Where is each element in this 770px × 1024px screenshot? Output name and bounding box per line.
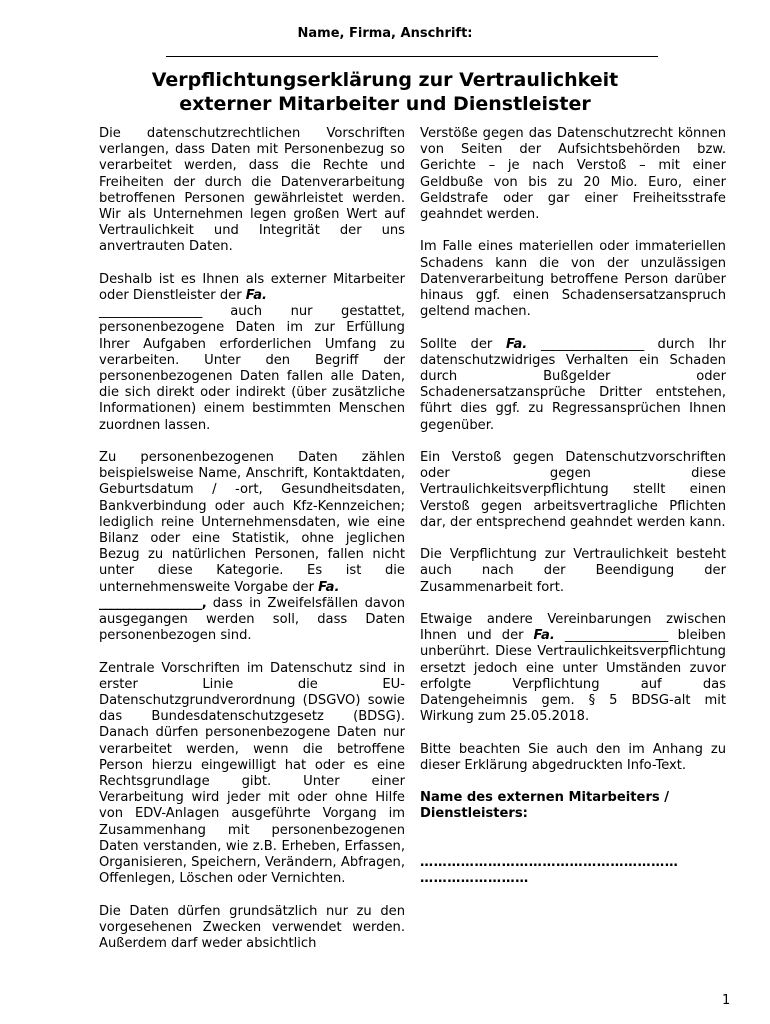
text: Deshalb ist es Ihnen als externer Mitarbeiter oder Dienstleister der [99,271,405,304]
signature-line-1: ………………………………………………… [420,854,679,870]
company-abbrev: Fa. [245,288,268,304]
title-line-2: externer Mitarbeiter und Dienstleister [179,93,591,115]
text: auch nur gestattet, personenbezogene Daten im zur Erfüllung Ihrer Aufgaben erforderlichen Umfang zu verarbeiten. Unter den Begriff der personenbezogenen Daten fallen alle Daten, die sich direkt oder indirekt (über zusätzliche Informationen) einem bestimmten Menschen zuordnen lassen. [99,304,405,433]
header-label: Name, Firma, Anschrift: [297,26,473,41]
company-blank: _________________ [99,304,202,320]
title-line-1: Verpflichtungserklärung zur Vertraulichkeit [151,69,619,91]
paragraph-penalties: Verstöße gegen das Datenschutzrecht können von Seiten der Aufsichtsbehörden bzw. Gerichte – je nach Verstoß – mit einer Geldbuße von bis zu 20 Mio. Euro, einer Geldstrafe oder gar einer Freiheitsstrafe geahndet werden. [420,126,726,223]
paragraph-other-agreements [420,612,726,725]
paragraph-recourse [420,337,726,434]
text: dass in Zweifelsfällen davon ausgegangen werden soll, dass Daten personenbezogen sind. [99,595,405,644]
paragraph-purpose: Die Daten dürfen grundsätzlich nur zu den vorgesehenen Zwecken verwendet werden. Außerdem darf weder absichtlich [99,903,405,952]
text: durch Ihr datenschutzwidriges Verhalten ein Schaden durch Bußgelder oder Schadenersatzansprüche Dritter entstehen, führt dies ggf. zu Regressansprüchen Ihnen gegenüber. [420,336,726,433]
left-column [99,126,405,968]
text: Sollte der [420,336,506,352]
company-abbrev: Fa. [533,628,555,644]
paragraph-annex-note: Bitte beachten Sie auch den im Anhang zu dieser Erklärung abgedruckten Info-Text. [420,741,726,773]
right-column [420,126,726,887]
paragraph-damages: Im Falle eines materiellen oder immateriellen Schadens kann die von der unzulässigen Datenverarbeitung betroffene Person darüber hinaus ggf. einen Schadensersatzanspruch geltend machen. [420,239,726,320]
paragraph-continuation: Die Verpflichtung zur Vertraulichkeit besteht auch nach der Beendigung der Zusammenarbeit fort. [420,547,726,595]
company-blank: _________________ [564,628,668,644]
company-blank: _________________, [99,595,207,611]
text: bleiben unberührt. Diese Vertraulichkeitsverpflichtung ersetzt jedoch eine unter Umständen zuvor erfolgte Verpflichtung auf das Datengeheimnis gem. § 5 BDSG-alt mit Wirkung zum 25.05.2018. [420,628,726,725]
header-fill-line [166,56,658,57]
paragraph-personal-data [99,450,405,644]
company-abbrev: Fa. [318,579,340,595]
paragraph-violation: Ein Verstoß gegen Datenschutzvorschriften oder gegen diese Vertraulichkeitsverpflichtung stellt einen Verstoß gegen arbeitsvertragliche Pflichten dar, der entsprechend geahndet werden kann. [420,450,726,530]
text: Etwaige andere Vereinbarungen zwischen Ihnen und der [420,612,726,644]
company-abbrev: Fa. [506,336,528,352]
signature-line-2: …………………… [420,870,529,886]
signature-label: Name des externen Mitarbeiters / Dienstleisters: [420,790,670,822]
page-number: 1 [722,993,731,1008]
company-blank: _________________ [541,336,644,352]
document-title [0,68,770,116]
text: Zu personenbezogenen Daten zählen beispielsweise Name, Anschrift, Kontaktdaten, Geburtsdatum / -ort, Gesundheitsdaten, Bankverbindung oder auch Kfz-Kennzeichen; lediglich reine Unternehmensdaten, wie eine Bilanz oder eine Statistik, ohne jeglichen Bezug zu natürlichen Personen, fallen nicht unter diese Kategorie. Es ist die unternehmensweite Vorgabe der [99,450,405,595]
paragraph-permission [99,272,405,434]
paragraph-intro: Die datenschutzrechtlichen Vorschriften verlangen, dass Daten mit Personenbezug so verarbeitet werden, dass die Rechte und Freiheiten der durch die Datenverarbeitung betroffenen Personen gewährleistet werden. Wir als Unternehmen legen großen Wert auf Vertraulichkeit und Integrität der uns anvertrauten Daten. [99,126,405,255]
paragraph-regulations: Zentrale Vorschriften im Datenschutz sind in erster Linie die EU-Datenschutzgrundverordnung (DSGVO) sowie das Bundesdatenschutzgesetz (BDSG). Danach dürfen personenbezogene Daten nur verarbeitet werden, wenn die betroffene Person hierzu eingewilligt hat oder es eine Rechtsgrundlage gibt. Unter einer Verarbeitung wird jeder mit oder ohne Hilfe von EDV-Anlagen ausgeführte Vorgang im Zusammenhang mit personenbezogenen Daten verstanden, wie z.B. Erheben, Erfassen, Organisieren, Speichern, Verändern, Abfragen, Offenlegen, Löschen oder Vernichten. [99,660,405,887]
